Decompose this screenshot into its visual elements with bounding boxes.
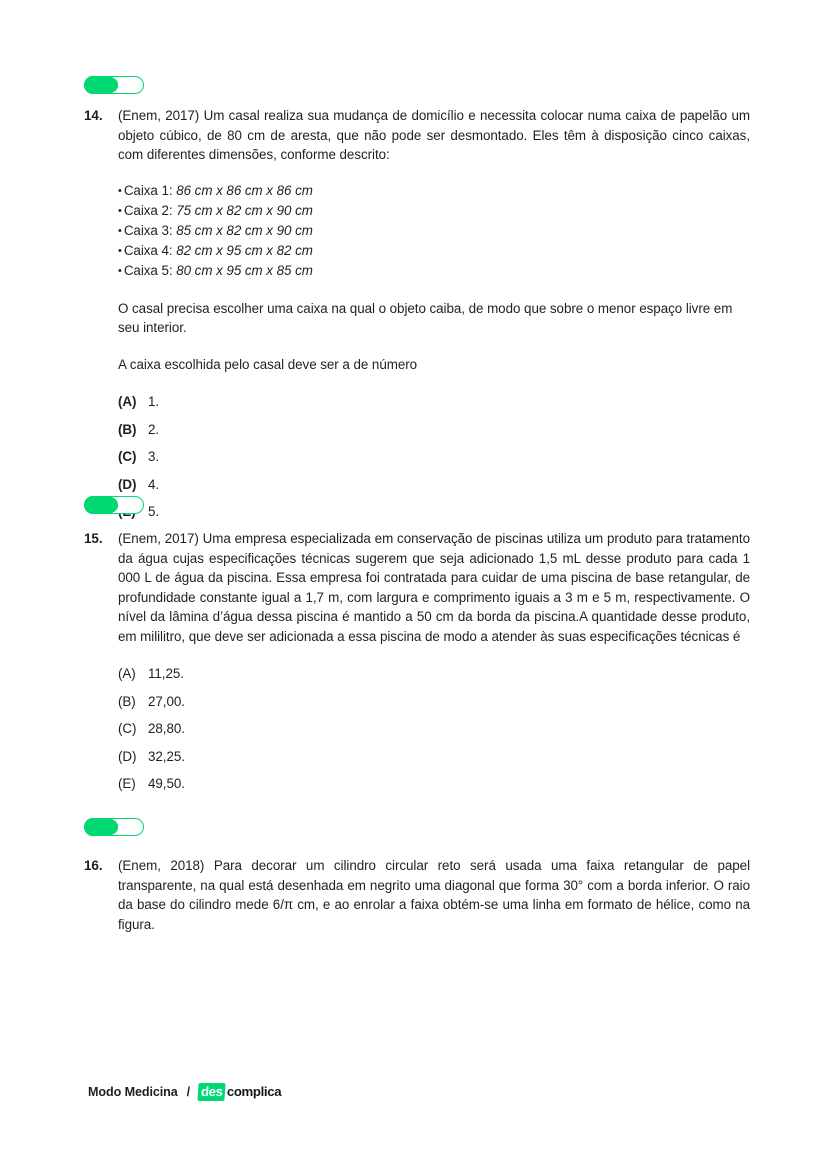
option-value: 27,00. <box>148 693 185 709</box>
question-15 <box>0 529 828 794</box>
box-label: Caixa 1: <box>123 182 173 198</box>
answer-option[interactable] <box>118 692 750 712</box>
answer-option[interactable] <box>118 392 750 412</box>
question-paragraph-3: A caixa escolhida pelo casal deve ser a de número <box>118 356 418 372</box>
box-dimensions: 85 cm x 82 cm x 90 cm <box>176 222 313 238</box>
option-letter: (D) <box>118 476 137 492</box>
box-dimensions: 82 cm x 95 cm x 82 cm <box>176 243 313 259</box>
option-letter: (B) <box>118 693 136 709</box>
answer-option[interactable] <box>118 719 750 739</box>
question-statement: (Enem, 2018) Para decorar um cilindro circular reto será usada uma faixa retangular de papel transparente, na qual está desenhada em negrito uma diagonal que forma 30° com a borda inferior. O raio da base do cilindro mede 6/π cm, e ao enrolar a faixa obtém-se uma linha em formato de hélice, como na figura. <box>118 858 750 932</box>
toggle-switch-on-icon <box>84 818 144 836</box>
logo-highlight-text: des <box>198 1083 226 1101</box>
question-statement: (Enem, 2017) Uma empresa especializada em conservação de piscinas utiliza um produto para tratamento da água cujas especificações técnicas sugerem que seja adicionado 1,5 mL desse produto para cada 1 000 L de água da piscina. Essa empresa foi contratada para cuidar de uma piscina de base retangular, de profundidade constante igual a 1,7 m, com largura e comprimento iguais a 3 m e 5 m, respectivamente. O nível da lâmina d’água dessa piscina é mantido a 50 cm da borda da piscina.A quantidade desse produto, em mililitro, que deve ser adicionada a essa piscina de modo a atender às suas especificações técnicas é <box>118 531 750 644</box>
box-dimensions: 75 cm x 82 cm x 90 cm <box>176 202 313 218</box>
descomplica-logo <box>198 1083 281 1101</box>
answer-option[interactable] <box>118 447 750 467</box>
box-label: Caixa 2: <box>123 202 173 218</box>
separator-toggle-q16 <box>0 818 828 836</box>
option-value: 28,80. <box>148 721 185 736</box>
page-footer <box>88 1083 281 1101</box>
box-dimensions-list <box>118 181 750 282</box>
toggle-switch-on-icon <box>84 496 144 514</box>
separator-toggle-q15 <box>0 496 828 514</box>
bullet-icon: • <box>118 245 122 258</box>
option-value: 1. <box>148 394 160 410</box>
toggle-switch-on-icon <box>84 76 144 94</box>
option-letter: (E) <box>118 776 136 791</box>
answer-options-q15 <box>118 664 750 794</box>
option-value: 5. <box>148 504 160 520</box>
box-dimensions: 86 cm x 86 cm x 86 cm <box>176 182 313 198</box>
option-letter: (A) <box>118 394 137 410</box>
question-number: 16. <box>84 858 103 873</box>
bullet-icon: • <box>118 184 122 197</box>
bullet-icon: • <box>118 224 122 237</box>
option-value: 2. <box>148 421 160 437</box>
list-item <box>118 221 750 241</box>
question-number: 15. <box>84 531 103 546</box>
logo-rest-text: complica <box>226 1084 282 1099</box>
option-value: 32,25. <box>148 748 185 764</box>
list-item <box>118 261 750 281</box>
box-label: Caixa 5: <box>123 263 173 279</box>
answer-option[interactable] <box>118 475 750 495</box>
question-statement: (Enem, 2017) Um casal realiza sua mudança de domicílio e necessita colocar numa caixa de papelão um objeto cúbico, de 80 cm de aresta, que não pode ser desmontado. Eles têm à disposição cinco caixas, com diferentes dimensões, conforme descrito: <box>118 108 750 162</box>
box-label: Caixa 4: <box>123 243 173 259</box>
list-item <box>118 201 750 221</box>
option-letter: (C) <box>118 721 137 736</box>
separator-toggle-q14 <box>0 76 828 94</box>
list-item <box>118 241 750 261</box>
toggle-knob <box>84 496 118 514</box>
option-letter: (A) <box>118 666 136 681</box>
option-value: 3. <box>148 449 160 465</box>
question-paragraph-2: O casal precisa escolher uma caixa na qual o objeto caiba, de modo que sobre o menor espaço livre em seu interior. <box>118 300 733 336</box>
bullet-icon: • <box>118 204 122 217</box>
toggle-knob <box>84 76 118 94</box>
question-14 <box>0 106 828 522</box>
option-letter: (C) <box>118 449 137 465</box>
question-number: 14. <box>84 108 103 123</box>
box-dimensions: 80 cm x 95 cm x 85 cm <box>176 263 313 279</box>
answer-option[interactable] <box>118 747 750 767</box>
option-letter: (D) <box>118 748 137 764</box>
toggle-knob <box>84 818 118 836</box>
footer-brand-label: Modo Medicina <box>88 1085 178 1099</box>
answer-option[interactable] <box>118 420 750 440</box>
list-item <box>118 181 750 201</box>
answer-option[interactable] <box>118 774 750 794</box>
footer-separator: / <box>186 1085 191 1099</box>
option-value: 4. <box>148 476 160 492</box>
bullet-icon: • <box>118 265 122 278</box>
answer-option[interactable] <box>118 664 750 684</box>
box-label: Caixa 3: <box>123 222 173 238</box>
option-letter: (B) <box>118 421 137 437</box>
option-value: 11,25. <box>148 666 184 681</box>
question-16 <box>0 856 828 934</box>
option-value: 49,50. <box>148 776 185 791</box>
